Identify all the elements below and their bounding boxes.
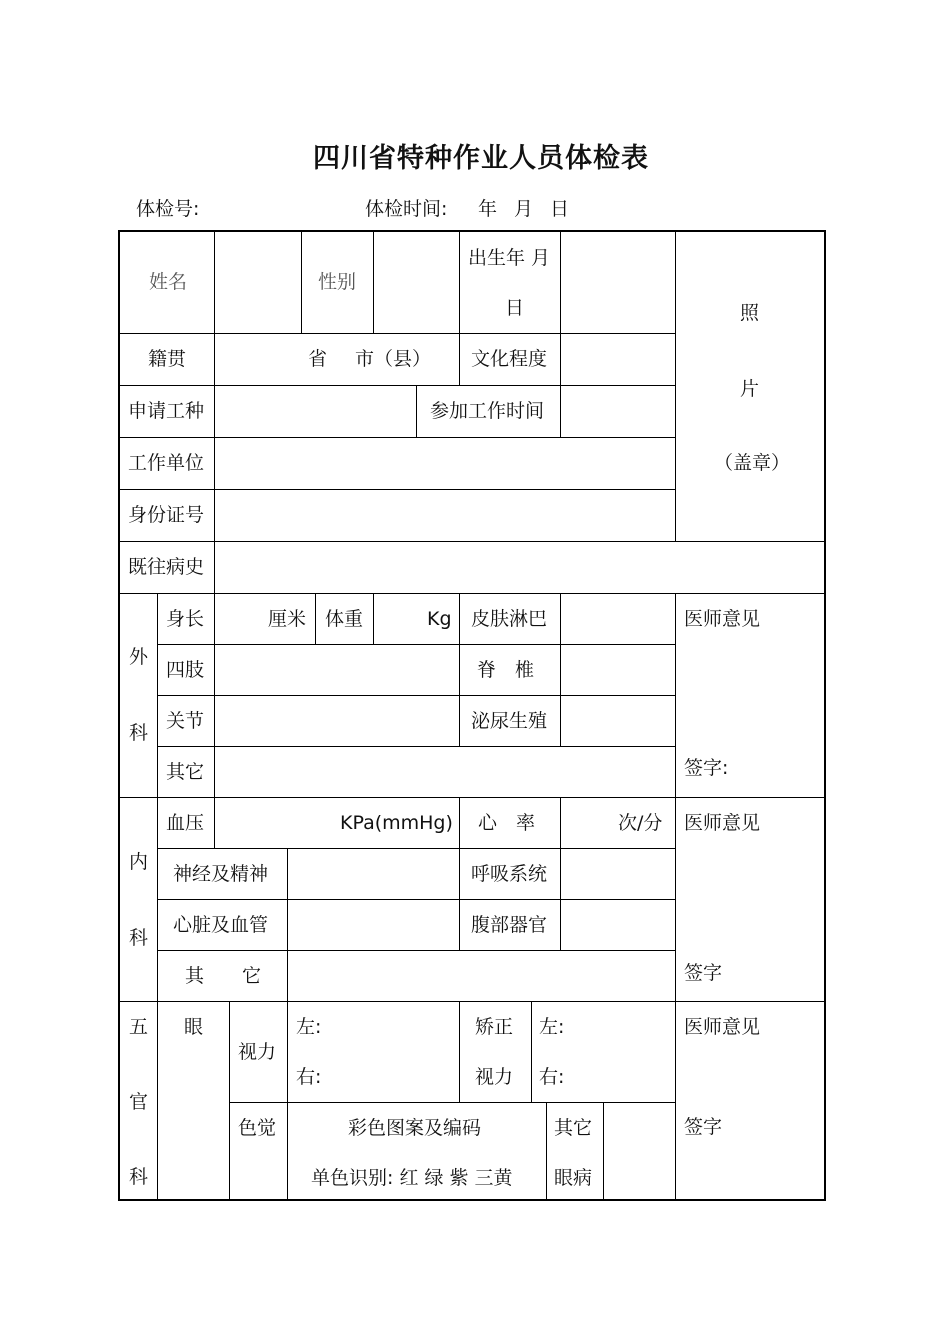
height-label: 身长 (166, 608, 205, 630)
abdomen-label: 腹部器官 (471, 914, 548, 936)
row-line (120, 593, 826, 594)
col-line (214, 797, 215, 848)
corrected-left-label: 左: (539, 1016, 565, 1038)
col-line (675, 232, 676, 541)
internal-signature: 签字 (684, 962, 723, 984)
gender-label: 性别 (318, 271, 357, 293)
cm-unit: 厘米 (268, 608, 307, 630)
exam-number-label: 体检号: (136, 198, 200, 220)
facial-side-label: 官 (129, 1091, 149, 1113)
cardio-label: 心脏及血管 (173, 914, 269, 936)
eye-label: 眼 (184, 1016, 204, 1038)
exam-time-label: 体检时间: (365, 198, 448, 220)
job-type-label: 申请工种 (128, 400, 205, 422)
col-line (675, 593, 676, 1201)
internal-doctor-opinion: 医师意见 (684, 812, 761, 834)
col-line (459, 1001, 460, 1102)
col-line (416, 385, 417, 437)
row-line (157, 695, 675, 696)
col-line (560, 232, 561, 437)
facial-signature: 签字 (684, 1116, 723, 1138)
education-label: 文化程度 (471, 348, 548, 370)
respiratory-label: 呼吸系统 (471, 863, 548, 885)
col-line (301, 232, 302, 333)
neuro-label: 神经及精神 (173, 863, 269, 885)
surgery-other-label: 其它 (166, 761, 205, 783)
skin-lymph-label: 皮肤淋巴 (471, 608, 548, 630)
col-line (459, 797, 460, 950)
city-county-label: 市（县） (355, 348, 432, 370)
surgery-side-label: 科 (129, 722, 149, 744)
row-line (120, 437, 675, 438)
row-line (120, 1001, 826, 1002)
col-line (603, 1102, 604, 1201)
row-line (157, 848, 675, 849)
month-label: 月 (514, 198, 534, 220)
corrected-right-label: 右: (539, 1066, 565, 1088)
kg-unit: Kg (427, 608, 452, 630)
hr-unit: 次/分 (618, 812, 663, 834)
exam-form-table (118, 230, 826, 1201)
col-line (373, 593, 374, 644)
col-line (157, 593, 158, 1201)
surgery-doctor-opinion: 医师意见 (684, 608, 761, 630)
col-line (373, 232, 374, 333)
facial-doctor-opinion: 医师意见 (684, 1016, 761, 1038)
color-pattern-label: 彩色图案及编码 (348, 1117, 482, 1139)
row-line (120, 385, 675, 386)
name-label: 姓名 (149, 271, 188, 293)
col-line (214, 593, 215, 797)
internal-side-label: 科 (129, 927, 149, 949)
col-line (560, 797, 561, 950)
row-line (120, 541, 826, 542)
row-line (157, 950, 675, 951)
row-line (120, 797, 826, 798)
mono-color-label: 单色识别: 红 绿 紫 三黄 (311, 1167, 513, 1189)
corrected-vision-label: 矫正 (475, 1016, 514, 1038)
row-line (120, 489, 675, 490)
internal-side-label: 内 (129, 851, 149, 873)
photo-label: 片 (740, 378, 760, 400)
medical-history-label: 既往病史 (128, 556, 205, 578)
row-line (157, 899, 675, 900)
limbs-label: 四肢 (166, 659, 205, 681)
urogenital-label: 泌尿生殖 (471, 710, 548, 732)
vision-left-label: 左: (296, 1016, 322, 1038)
col-line (560, 593, 561, 746)
day-label: 日 (550, 198, 570, 220)
joints-label: 关节 (166, 710, 205, 732)
year-label: 年 (478, 198, 498, 220)
col-line (531, 1001, 532, 1102)
photo-label: 照 (740, 302, 760, 324)
col-line (315, 593, 316, 644)
col-line (229, 1001, 230, 1201)
col-line (546, 1102, 547, 1201)
other-eye-disease-label: 眼病 (554, 1167, 593, 1189)
vision-label: 视力 (238, 1041, 277, 1063)
seal-label: （盖章） (714, 452, 791, 474)
work-start-label: 参加工作时间 (430, 400, 545, 422)
col-line (287, 1001, 288, 1201)
bp-unit: KPa(mmHg) (340, 812, 453, 834)
blood-pressure-label: 血压 (166, 812, 205, 834)
col-line (459, 232, 460, 385)
row-line (157, 746, 675, 747)
employer-label: 工作单位 (128, 452, 205, 474)
birth-date-label-day: 日 (505, 297, 525, 319)
surgery-signature: 签字: (684, 757, 729, 779)
native-place-label: 籍贯 (148, 348, 187, 370)
col-line (287, 848, 288, 1001)
row-line (120, 333, 675, 334)
color-vision-label: 色觉 (238, 1117, 277, 1139)
facial-side-label: 科 (129, 1166, 149, 1188)
vision-right-label: 右: (296, 1066, 322, 1088)
id-number-label: 身份证号 (128, 504, 205, 526)
heart-rate-label: 心 率 (478, 812, 536, 834)
row-line (157, 644, 675, 645)
other-eye-disease-label: 其它 (554, 1117, 593, 1139)
province-label: 省 (308, 348, 328, 370)
facial-side-label: 五 (129, 1016, 149, 1038)
corrected-vision-label: 视力 (475, 1066, 514, 1088)
internal-other-label: 其 它 (185, 965, 262, 987)
weight-label: 体重 (325, 608, 364, 630)
col-line (459, 593, 460, 746)
birth-date-label: 出生年 月 (468, 247, 551, 269)
col-line (214, 232, 215, 593)
surgery-side-label: 外 (129, 646, 149, 668)
spine-label: 脊 椎 (477, 659, 535, 681)
page-title: 四川省特种作业人员体检表 (313, 143, 649, 174)
row-line (229, 1102, 675, 1103)
